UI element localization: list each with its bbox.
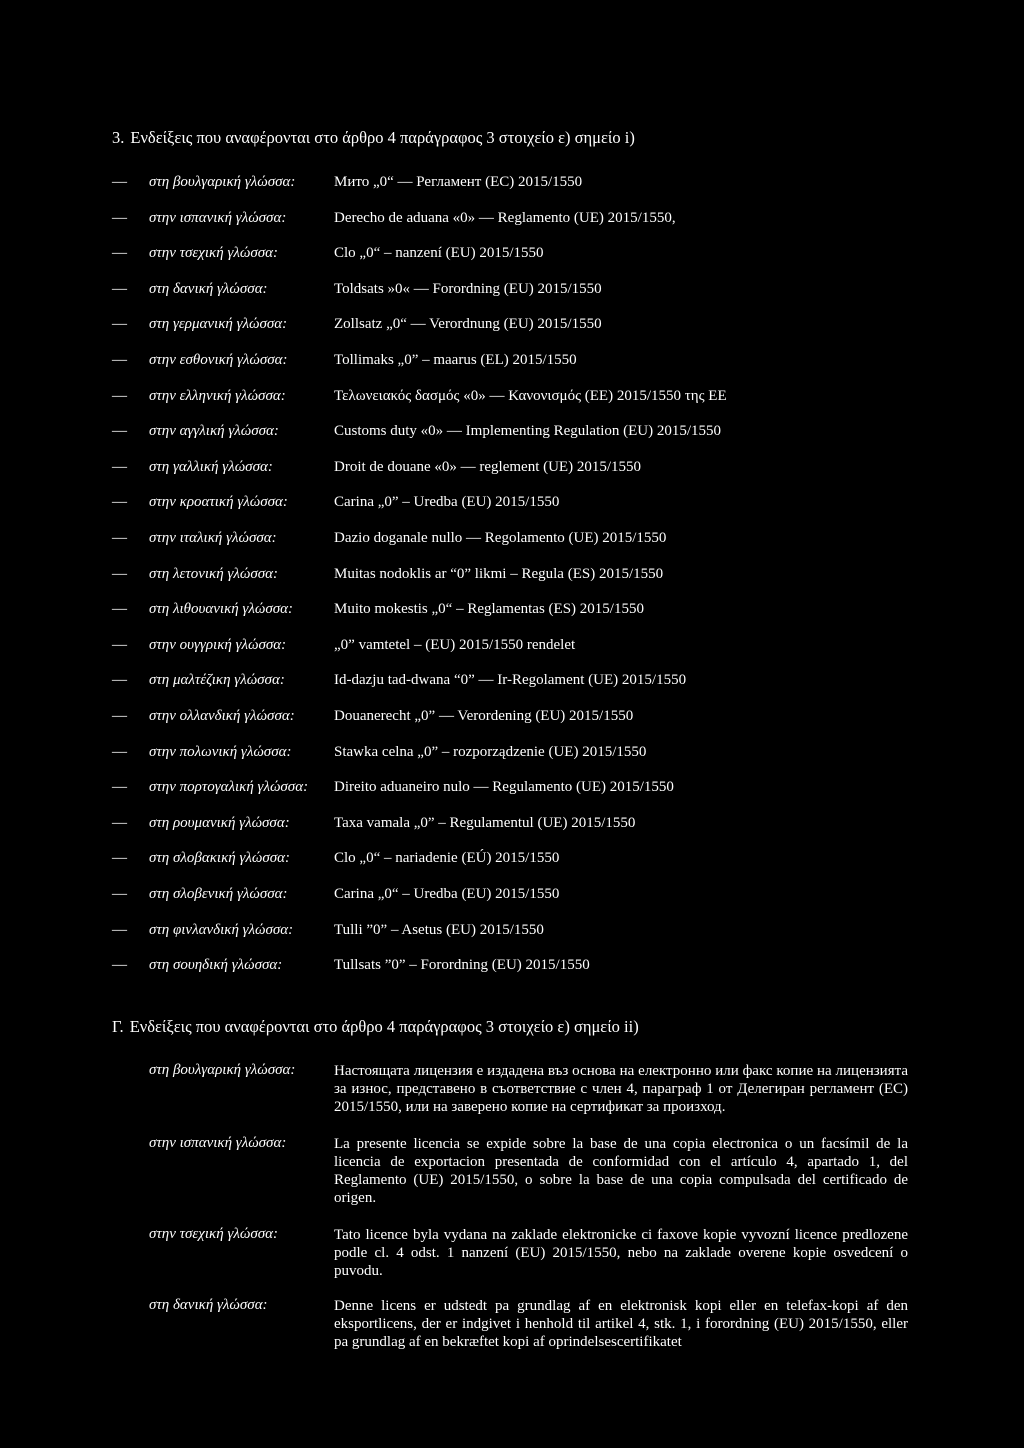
language-label: στη γερμανική γλώσσα: (149, 316, 288, 333)
indication-text: Dazio doganale nullo — Regolamento (UE) 2015/1550 (334, 530, 667, 546)
language-label: στη μαλτέζικη γλώσσα: (149, 672, 285, 689)
list-dash: — (112, 458, 127, 475)
section-3-number: 3. (112, 128, 125, 147)
indication-text: Tulli ”0” – Asetus (EU) 2015/1550 (334, 921, 544, 938)
paragraph-language: στην τσεχική γλώσσα: (149, 1226, 278, 1242)
list-dash: — (112, 957, 127, 974)
indication-text: Zollsatz „0“ — Verordnung (EU) 2015/1550 (334, 316, 602, 333)
list-dash: — (112, 672, 127, 689)
paragraph-language: στην ισπανική γλώσσα: (149, 1135, 287, 1151)
list-dash: — (112, 280, 127, 297)
list-dash: — (112, 316, 127, 333)
list-dash: — (112, 387, 127, 404)
indication-text: Τελωνειακός δασμός «0» — Κανονισμός (ΕΕ) 2015/1550 της ΕΕ (334, 387, 727, 404)
paragraph-text: La presente licencia se expide sobre la base de una copia electronica o un facsímil de la licencia de exportacion presentada de conformidad con el artículo 4, apartado 1, del Reglamento (UE) 2015/1550, o sobre la base de una copia compulsada del certificado de origen. (334, 1136, 908, 1206)
paragraph-language: στη βουλγαρική γλώσσα: (149, 1062, 296, 1078)
list-dash: — (112, 423, 127, 440)
language-label: στη φινλανδική γλώσσα: (149, 921, 294, 938)
language-label: στην ουγγρική γλώσσα: (149, 636, 287, 653)
language-label: στη σουηδική γλώσσα: (149, 957, 283, 974)
list-dash: — (112, 886, 127, 902)
indication-text: Carina „0” – Uredba (EU) 2015/1550 (334, 494, 560, 511)
paragraph-language: στη δανική γλώσσα: (149, 1297, 268, 1313)
language-label: στην ιταλική γλώσσα: (149, 530, 277, 546)
section-g-heading (112, 1017, 639, 1037)
language-label: στη γαλλική γλώσσα: (149, 458, 273, 475)
indication-text: Droit de douane «0» — reglement (UE) 2015/1550 (334, 458, 642, 475)
list-dash: — (112, 565, 127, 582)
indication-text: Muito mokestis „0“ – Reglamentas (ES) 2015/1550 (334, 601, 644, 618)
list-dash: — (112, 708, 127, 724)
indication-text: Id-dazju tad-dwana “0” — Ir-Regolament (UE) 2015/1550 (334, 672, 687, 689)
list-dash: — (112, 601, 127, 618)
indication-text: Taxa vamala „0” – Regulamentul (UE) 2015/1550 (334, 814, 636, 831)
section-3-heading (112, 128, 635, 148)
indication-text: Мито „0“ — Регламент (ЕС) 2015/1550 (334, 174, 583, 190)
list-dash: — (112, 352, 127, 368)
language-label: στην πολωνική γλώσσα: (149, 743, 292, 760)
language-label: στην εσθονική γλώσσα: (149, 352, 288, 368)
list-dash: — (112, 636, 127, 653)
language-label: στη σλοβακική γλώσσα: (149, 850, 290, 867)
language-label: στην πορτογαλική γλώσσα: (149, 779, 309, 796)
list-dash: — (112, 530, 127, 546)
language-label: στην τσεχική γλώσσα: (149, 245, 278, 262)
language-label: στην ελληνική γλώσσα: (149, 387, 286, 404)
list-dash: — (112, 814, 127, 831)
section-3-title: Ενδείξεις που αναφέρονται στο άρθρο 4 παράγραφος 3 στοιχείο ε) σημείο i) (130, 128, 635, 147)
indication-text: Carina „0“ – Uredba (EU) 2015/1550 (334, 886, 560, 902)
list-dash: — (112, 743, 127, 760)
language-label: στη ρουμανική γλώσσα: (149, 814, 290, 831)
indication-text: Direito aduaneiro nulo — Regulamento (UE) 2015/1550 (334, 779, 674, 796)
language-label: στην ολλανδική γλώσσα: (149, 708, 295, 724)
indication-text: Derecho de aduana «0» — Reglamento (UE) 2015/1550, (334, 209, 676, 226)
indication-text: Customs duty «0» — Implementing Regulation (EU) 2015/1550 (334, 423, 722, 440)
list-dash: — (112, 174, 127, 190)
indication-text: Muitas nodoklis ar “0” likmi – Regula (ES) 2015/1550 (334, 565, 664, 582)
list-dash: — (112, 494, 127, 511)
paragraph-text: Denne licens er udstedt pa grundlag af en elektronisk kopi eller en telefax-kopi af den eksportlicens, der er indgivet i henhold til artikel 4, stk. 1, i forordning (EU) 2015/1550, eller pa grundlag af en bekræftet kopi af oprindelsescertifikatet (334, 1298, 908, 1350)
indication-text: Clo „0“ – nanzení (EU) 2015/1550 (334, 245, 544, 262)
section-g-title: Ενδείξεις που αναφέρονται στο άρθρο 4 παράγραφος 3 στοιχείο ε) σημείο ii) (129, 1017, 639, 1036)
paragraph-text: Настоящата лицензия е издадена въз основа на електронно или факс копие на лицензията за износ, представено в съответствие с член 4, параграф 1 от Делегиран регламент (ЕС) 2015/1550, или на заверено копие на сертификат за произход. (334, 1063, 908, 1115)
language-label: στη λετονική γλώσσα: (149, 565, 278, 582)
indication-text: Stawka celna „0” – rozporządzenie (UE) 2015/1550 (334, 743, 647, 760)
list-dash: — (112, 921, 127, 938)
indication-text: Tullsats ”0” – Forordning (EU) 2015/1550 (334, 957, 590, 974)
list-dash: — (112, 850, 127, 867)
indication-text: Tollimaks „0” – maarus (EL) 2015/1550 (334, 352, 577, 368)
language-label: στη βουλγαρική γλώσσα: (149, 174, 296, 190)
language-label: στη λιθουανική γλώσσα: (149, 601, 294, 618)
paragraph-text: Tato licence byla vydana na zaklade elektronicke ci faxove kopie vyvozní licence predlozene podle cl. 4 odst. 1 nanzení (EU) 2015/1550, nebo na zaklade overene kopie osvedcení o puvodu. (334, 1227, 908, 1279)
indication-text: „0” vamtetel – (EU) 2015/1550 rendelet (334, 636, 576, 653)
indication-text: Clo „0“ – nariadenie (EÚ) 2015/1550 (334, 850, 560, 867)
list-dash: — (112, 209, 127, 226)
language-label: στη δανική γλώσσα: (149, 280, 268, 297)
language-label: στην ισπανική γλώσσα: (149, 209, 287, 226)
indication-text: Toldsats »0« — Forordning (EU) 2015/1550 (334, 280, 602, 297)
language-label: στην κροατική γλώσσα: (149, 494, 288, 511)
list-dash: — (112, 779, 127, 796)
language-label: στην αγγλική γλώσσα: (149, 423, 279, 440)
language-label: στη σλοβενική γλώσσα: (149, 886, 288, 902)
section-g-number: Γ. (112, 1017, 124, 1036)
list-dash: — (112, 245, 127, 262)
indication-text: Douanerecht „0” — Verordening (EU) 2015/1550 (334, 708, 634, 724)
